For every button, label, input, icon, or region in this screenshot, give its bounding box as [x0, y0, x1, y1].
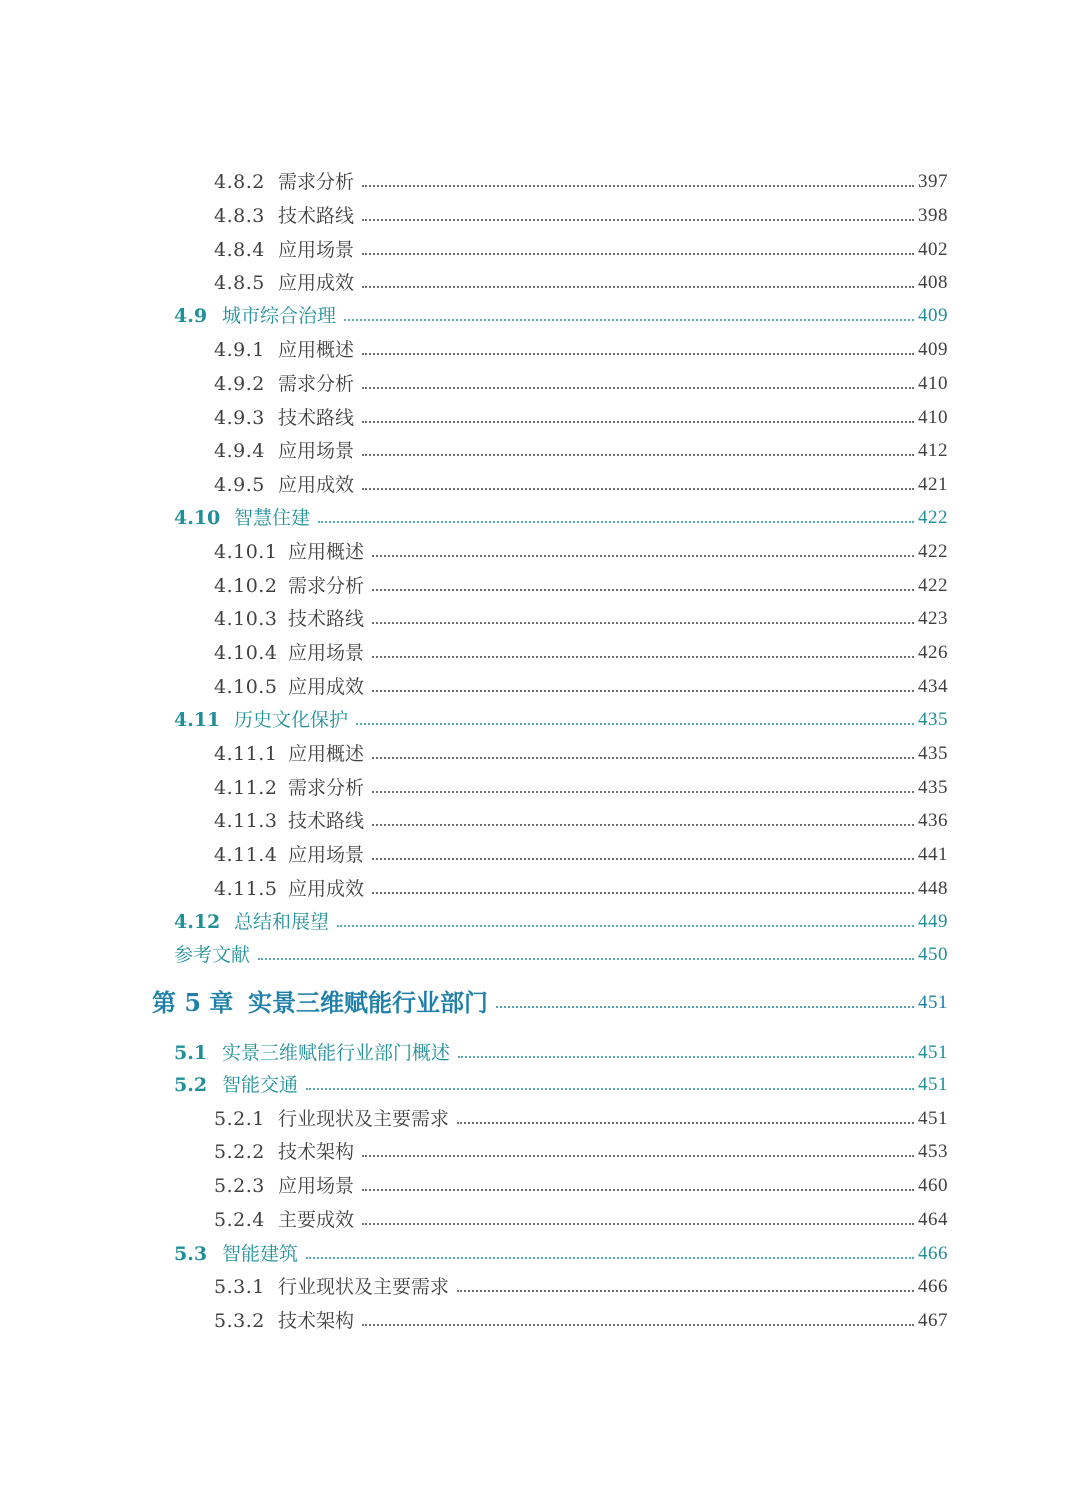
dot-leader [372, 656, 914, 658]
toc-page-number: 409 [918, 305, 948, 326]
toc-number: 4.10.5 [214, 676, 278, 698]
toc-section-4-12[interactable] [174, 907, 948, 937]
toc-number: 4.11.2 [214, 777, 278, 799]
dot-leader [372, 589, 914, 591]
toc-section-5-3[interactable] [174, 1239, 948, 1269]
toc-number: 5.3 [174, 1243, 208, 1265]
toc-entry-5-3-2[interactable] [214, 1306, 948, 1336]
toc-title: 应用场景 [288, 642, 365, 664]
toc-number: 5.2.2 [214, 1141, 265, 1163]
toc-entry-4-10-3[interactable] [214, 604, 948, 634]
dot-leader [258, 958, 914, 960]
dot-leader [372, 622, 914, 624]
toc-entry-4-10-1[interactable] [214, 537, 948, 567]
toc-number: 4.10.1 [214, 541, 278, 563]
toc-entry-4-10-5[interactable] [214, 672, 948, 702]
toc-section-4-11[interactable] [174, 705, 948, 735]
dot-leader [457, 1122, 914, 1124]
toc-number: 4.11.1 [214, 743, 278, 765]
toc-title: 主要成效 [278, 1209, 355, 1231]
toc-number: 4.8.4 [214, 239, 265, 261]
dot-leader [362, 488, 914, 490]
toc-entry-4-10-2[interactable] [214, 571, 948, 601]
dot-leader [362, 1324, 914, 1326]
toc-title: 应用成效 [288, 878, 365, 900]
toc-page-number: 426 [918, 642, 948, 663]
toc-number: 4.9.3 [214, 407, 265, 429]
dot-leader [372, 555, 914, 557]
toc-title: 需求分析 [278, 373, 355, 395]
dot-leader [362, 1223, 914, 1225]
toc-page-number: 466 [918, 1243, 948, 1264]
toc-title: 技术路线 [288, 608, 365, 630]
toc-page-number: 451 [918, 1108, 948, 1129]
toc-page-number: 467 [918, 1310, 948, 1331]
dot-leader [362, 1189, 914, 1191]
toc-page-number: 410 [918, 373, 948, 394]
toc-page-number: 423 [918, 608, 948, 629]
toc-number: 4.9.2 [214, 373, 265, 395]
toc-title: 应用概述 [288, 541, 365, 563]
dot-leader [362, 387, 914, 389]
dot-leader [306, 1088, 914, 1090]
dot-leader [372, 791, 914, 793]
toc-entry-4-11-5[interactable] [214, 874, 948, 904]
toc-title: 需求分析 [278, 171, 355, 193]
toc-number: 4.11 [174, 709, 221, 731]
toc-number: 4.12 [174, 911, 221, 933]
dot-leader [362, 286, 914, 288]
toc-chapter-number: 第 5 章 [152, 988, 234, 1017]
toc-entry-4-8-4[interactable] [214, 235, 948, 265]
toc-entry-5-2-3[interactable] [214, 1171, 948, 1201]
toc-section-5-1[interactable] [174, 1038, 948, 1068]
toc-entry-4-9-2[interactable] [214, 369, 948, 399]
toc-title: 应用场景 [278, 239, 355, 261]
dot-leader [372, 892, 914, 894]
toc-entry-4-11-4[interactable] [214, 840, 948, 870]
toc-number: 4.11.4 [214, 844, 278, 866]
toc-title: 智慧住建 [234, 507, 311, 529]
toc-title: 技术路线 [288, 810, 365, 832]
toc-page-number: 422 [918, 575, 948, 596]
dot-leader [458, 1056, 914, 1058]
toc-section-4-9[interactable] [174, 301, 948, 331]
toc-page-number: 466 [918, 1276, 948, 1297]
toc-page-number: 409 [918, 339, 948, 360]
toc-page-number: 397 [918, 171, 948, 192]
dot-leader [362, 421, 914, 423]
toc-number: 4.11.3 [214, 810, 278, 832]
toc-page-number: 422 [918, 507, 948, 528]
toc-entry-5-2-2[interactable] [214, 1137, 948, 1167]
toc-page-number: 435 [918, 777, 948, 798]
toc-title: 应用场景 [278, 1175, 355, 1197]
toc-entry-4-9-5[interactable] [214, 470, 948, 500]
toc-entry-4-9-3[interactable] [214, 403, 948, 433]
toc-number: 4.8.2 [214, 171, 265, 193]
toc-title: 需求分析 [288, 777, 365, 799]
toc-page-number: 453 [918, 1141, 948, 1162]
toc-title: 城市综合治理 [222, 305, 337, 327]
dot-leader [372, 824, 914, 826]
toc-section-references[interactable] [174, 940, 948, 970]
toc-page-number: 449 [918, 911, 948, 932]
dot-leader [372, 858, 914, 860]
toc-entry-4-9-1[interactable] [214, 335, 948, 365]
toc-page-number: 435 [918, 743, 948, 764]
toc-entry-4-8-2[interactable] [214, 167, 948, 197]
toc-title: 技术架构 [278, 1141, 355, 1163]
toc-entry-4-10-4[interactable] [214, 638, 948, 668]
toc-title: 历史文化保护 [234, 709, 349, 731]
toc-title: 应用成效 [278, 474, 355, 496]
dot-leader [372, 757, 914, 759]
toc-title: 智能建筑 [222, 1243, 299, 1265]
dot-leader [344, 319, 914, 321]
toc-chapter-title: 实景三维赋能行业部门 [248, 988, 488, 1017]
toc-number: 4.9 [174, 305, 208, 327]
toc-title: 技术架构 [278, 1310, 355, 1332]
toc-title: 参考文献 [174, 944, 251, 966]
toc-title: 技术路线 [278, 205, 355, 227]
dot-leader [457, 1290, 914, 1292]
toc-number: 4.11.5 [214, 878, 278, 900]
toc-page-number: 451 [918, 992, 948, 1013]
toc-entry-5-3-1[interactable] [214, 1272, 948, 1302]
toc-number: 5.2.3 [214, 1175, 265, 1197]
toc-title: 智能交通 [222, 1074, 299, 1096]
toc-page-number: 408 [918, 272, 948, 293]
toc-page-number: 398 [918, 205, 948, 226]
toc-page-number: 410 [918, 407, 948, 428]
toc-number: 5.2.1 [214, 1108, 265, 1130]
toc-page-number: 402 [918, 239, 948, 260]
toc-title: 行业现状及主要需求 [278, 1108, 450, 1130]
dot-leader [362, 219, 914, 221]
toc-number: 4.8.3 [214, 205, 265, 227]
dot-leader [337, 925, 914, 927]
toc-title: 应用成效 [288, 676, 365, 698]
dot-leader [362, 1155, 914, 1157]
toc-entry-4-8-3[interactable] [214, 201, 948, 231]
dot-leader [318, 521, 914, 523]
toc-title: 应用概述 [278, 339, 355, 361]
toc-page-number: 451 [918, 1042, 948, 1063]
toc-entry-5-2-4[interactable] [214, 1205, 948, 1235]
toc-page-number: 464 [918, 1209, 948, 1230]
toc-section-4-10[interactable] [174, 503, 948, 533]
toc-title: 应用场景 [278, 440, 355, 462]
toc-entry-4-11-1[interactable] [214, 739, 948, 769]
toc-page-number: 460 [918, 1175, 948, 1196]
toc-number: 4.10.4 [214, 642, 278, 664]
dot-leader [356, 723, 914, 725]
toc-number: 4.8.5 [214, 272, 265, 294]
toc-number: 5.2.4 [214, 1209, 265, 1231]
toc-title: 应用场景 [288, 844, 365, 866]
toc-entry-4-9-4[interactable] [214, 436, 948, 466]
toc-number: 4.10.3 [214, 608, 278, 630]
toc-page-number: 451 [918, 1074, 948, 1095]
toc-entry-4-11-2[interactable] [214, 773, 948, 803]
toc-title: 总结和展望 [234, 911, 330, 933]
toc-title: 行业现状及主要需求 [278, 1276, 450, 1298]
toc-section-5-2[interactable] [174, 1070, 948, 1100]
toc-number: 5.1 [174, 1042, 208, 1064]
toc-number: 4.10.2 [214, 575, 278, 597]
toc-title: 技术路线 [278, 407, 355, 429]
toc-number: 4.9.5 [214, 474, 265, 496]
toc-page-number: 436 [918, 810, 948, 831]
toc-number: 4.10 [174, 507, 221, 529]
toc-title: 实景三维赋能行业部门概述 [222, 1042, 451, 1064]
toc-number: 4.9.1 [214, 339, 265, 361]
toc-title: 需求分析 [288, 575, 365, 597]
toc-page-number: 422 [918, 541, 948, 562]
toc-page-number: 450 [918, 944, 948, 965]
dot-leader [362, 454, 914, 456]
dot-leader [496, 1006, 914, 1008]
dot-leader [306, 1257, 914, 1259]
toc-number: 5.3.1 [214, 1276, 265, 1298]
toc-entry-5-2-1[interactable] [214, 1104, 948, 1134]
toc-title: 应用成效 [278, 272, 355, 294]
toc-entry-4-8-5[interactable] [214, 268, 948, 298]
toc-page-number: 441 [918, 844, 948, 865]
toc-page-number: 448 [918, 878, 948, 899]
toc-number: 5.2 [174, 1074, 208, 1096]
toc-page-number: 421 [918, 474, 948, 495]
toc-entry-4-11-3[interactable] [214, 806, 948, 836]
toc-chapter-5[interactable] [152, 983, 948, 1023]
toc-number: 5.3.2 [214, 1310, 265, 1332]
toc-number: 4.9.4 [214, 440, 265, 462]
dot-leader [362, 253, 914, 255]
toc-page-number: 434 [918, 676, 948, 697]
toc-page-number: 412 [918, 440, 948, 461]
dot-leader [372, 690, 914, 692]
dot-leader [362, 353, 914, 355]
toc-title: 应用概述 [288, 743, 365, 765]
toc-page-number: 435 [918, 709, 948, 730]
dot-leader [362, 185, 914, 187]
